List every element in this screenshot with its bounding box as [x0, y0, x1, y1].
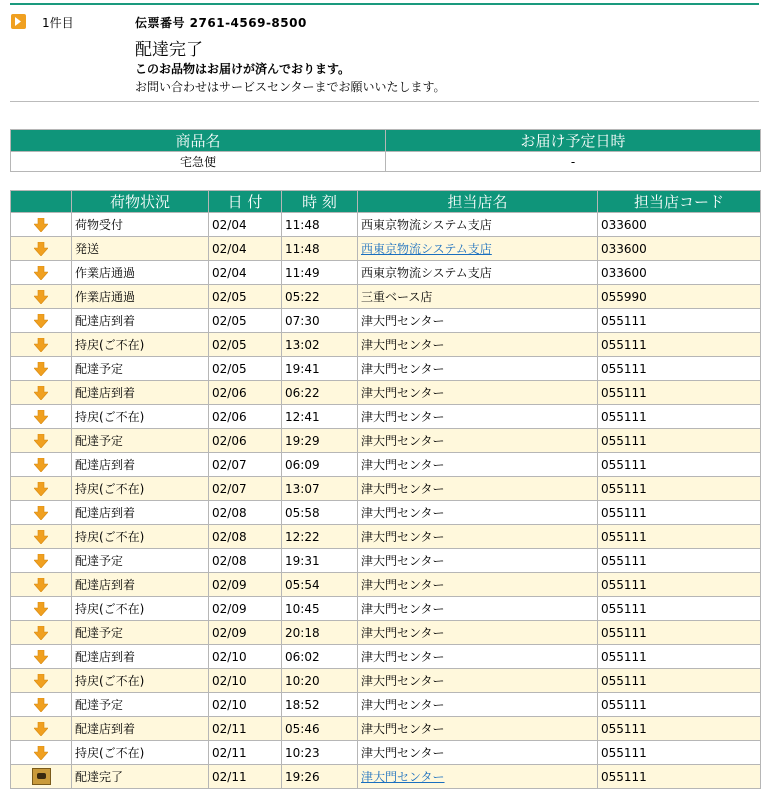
- date-cell: 02/05: [209, 357, 282, 381]
- table-row: [11, 693, 761, 717]
- status-cell: 配達予定: [72, 549, 209, 573]
- date-cell: 02/09: [209, 597, 282, 621]
- package-box-icon: [32, 769, 51, 783]
- row-icon-cell: [11, 261, 72, 285]
- date-cell: 02/04: [209, 213, 282, 237]
- down-arrow-icon: [34, 241, 48, 255]
- row-icon-cell: [11, 477, 72, 501]
- header-scheduled-delivery: お届け予定日時: [386, 130, 761, 152]
- product-table: [10, 129, 761, 172]
- date-cell: 02/11: [209, 741, 282, 765]
- table-row: [11, 429, 761, 453]
- store-code-cell: 055990: [598, 285, 761, 309]
- store-cell: 西東京物流システム支店: [358, 261, 598, 285]
- table-row: [11, 261, 761, 285]
- row-icon-cell: [11, 693, 72, 717]
- store-code-cell: 033600: [598, 237, 761, 261]
- time-cell: 11:48: [282, 213, 358, 237]
- time-cell: 12:41: [282, 405, 358, 429]
- down-arrow-icon: [34, 721, 48, 735]
- store-cell: 津大門センター: [358, 309, 598, 333]
- status-cell: 荷物受付: [72, 213, 209, 237]
- row-icon-cell: [11, 237, 72, 261]
- time-cell: 10:20: [282, 669, 358, 693]
- store-code-cell: 055111: [598, 741, 761, 765]
- time-cell: 10:45: [282, 597, 358, 621]
- status-cell: 配達店到着: [72, 573, 209, 597]
- status-cell: 持戻(ご不在): [72, 333, 209, 357]
- store-cell: 津大門センター: [358, 381, 598, 405]
- date-cell: 02/05: [209, 333, 282, 357]
- store-cell: 津大門センター: [358, 573, 598, 597]
- store-code-cell: 055111: [598, 645, 761, 669]
- status-cell: 配達予定: [72, 621, 209, 645]
- time-cell: 19:41: [282, 357, 358, 381]
- date-cell: 02/07: [209, 453, 282, 477]
- down-arrow-icon: [34, 457, 48, 471]
- status-cell: 配達店到着: [72, 501, 209, 525]
- row-icon-cell: [11, 357, 72, 381]
- date-cell: 02/08: [209, 549, 282, 573]
- header-store-name: 担当店名: [358, 191, 598, 213]
- table-row: [11, 525, 761, 549]
- result-count: 1件目: [42, 16, 74, 30]
- store-code-cell: 055111: [598, 333, 761, 357]
- store-cell: 西東京物流システム支店: [358, 213, 598, 237]
- store-cell: 三重ベース店: [358, 285, 598, 309]
- row-icon-cell: [11, 717, 72, 741]
- row-icon-cell: [11, 765, 72, 789]
- date-cell: 02/05: [209, 285, 282, 309]
- down-arrow-icon: [34, 697, 48, 711]
- header-store-code: 担当店コード: [598, 191, 761, 213]
- table-row: [11, 285, 761, 309]
- down-arrow-icon: [34, 649, 48, 663]
- down-arrow-icon: [34, 409, 48, 423]
- date-cell: 02/05: [209, 309, 282, 333]
- status-cell: 配達店到着: [72, 453, 209, 477]
- store-code-cell: 055111: [598, 597, 761, 621]
- row-icon-cell: [11, 669, 72, 693]
- date-cell: 02/09: [209, 573, 282, 597]
- store-link[interactable]: 津大門センター: [361, 770, 445, 784]
- table-row: [11, 453, 761, 477]
- store-code-cell: 055111: [598, 309, 761, 333]
- store-code-cell: 055111: [598, 717, 761, 741]
- status-cell: 配達店到着: [72, 309, 209, 333]
- store-cell: 津大門センター: [358, 429, 598, 453]
- date-cell: 02/07: [209, 477, 282, 501]
- row-icon-cell: [11, 285, 72, 309]
- time-cell: 05:58: [282, 501, 358, 525]
- store-link[interactable]: 西東京物流システム支店: [361, 242, 492, 256]
- time-cell: 13:07: [282, 477, 358, 501]
- store-code-cell: 055111: [598, 405, 761, 429]
- date-cell: 02/08: [209, 525, 282, 549]
- date-cell: 02/06: [209, 381, 282, 405]
- scheduled-delivery: -: [386, 152, 761, 172]
- store-cell: 津大門センター: [358, 645, 598, 669]
- table-row: [11, 765, 761, 789]
- header-icon: [11, 191, 72, 213]
- store-code-cell: 055111: [598, 501, 761, 525]
- contact-message: お問い合わせはサービスセンターまでお願いいたします。: [135, 80, 446, 94]
- status-cell: 配達店到着: [72, 381, 209, 405]
- status-cell: 持戻(ご不在): [72, 477, 209, 501]
- store-cell: [358, 765, 598, 789]
- down-arrow-icon: [34, 289, 48, 303]
- store-cell: 津大門センター: [358, 333, 598, 357]
- down-arrow-icon: [34, 361, 48, 375]
- row-icon-cell: [11, 405, 72, 429]
- table-row: [11, 645, 761, 669]
- store-cell: 津大門センター: [358, 525, 598, 549]
- time-cell: 19:31: [282, 549, 358, 573]
- store-cell: [358, 237, 598, 261]
- header-product-name: 商品名: [11, 130, 386, 152]
- table-row: [11, 213, 761, 237]
- down-arrow-icon: [34, 601, 48, 615]
- product-row: [11, 152, 761, 172]
- time-cell: 06:22: [282, 381, 358, 405]
- store-cell: 津大門センター: [358, 477, 598, 501]
- down-arrow-icon: [34, 625, 48, 639]
- product-header-row: [11, 130, 761, 152]
- product-name: 宅急便: [11, 152, 386, 172]
- row-icon-cell: [11, 429, 72, 453]
- status-cell: 作業店通過: [72, 261, 209, 285]
- status-cell: 持戻(ご不在): [72, 525, 209, 549]
- table-row: [11, 357, 761, 381]
- store-code-cell: 055111: [598, 621, 761, 645]
- table-row: [11, 477, 761, 501]
- table-row: [11, 309, 761, 333]
- time-cell: 11:48: [282, 237, 358, 261]
- row-icon-cell: [11, 381, 72, 405]
- store-cell: 津大門センター: [358, 357, 598, 381]
- store-cell: 津大門センター: [358, 405, 598, 429]
- down-arrow-icon: [34, 529, 48, 543]
- row-icon-cell: [11, 549, 72, 573]
- store-code-cell: 055111: [598, 477, 761, 501]
- time-cell: 07:30: [282, 309, 358, 333]
- down-arrow-icon: [34, 313, 48, 327]
- row-icon-cell: [11, 501, 72, 525]
- down-arrow-icon: [34, 673, 48, 687]
- row-icon-cell: [11, 597, 72, 621]
- store-code-cell: 055111: [598, 429, 761, 453]
- store-code-cell: 055111: [598, 357, 761, 381]
- date-cell: 02/10: [209, 645, 282, 669]
- table-row: [11, 573, 761, 597]
- down-arrow-icon: [34, 745, 48, 759]
- down-arrow-icon: [34, 385, 48, 399]
- table-row: [11, 381, 761, 405]
- date-cell: 02/04: [209, 261, 282, 285]
- date-cell: 02/10: [209, 693, 282, 717]
- table-row: [11, 669, 761, 693]
- date-cell: 02/08: [209, 501, 282, 525]
- table-row: [11, 549, 761, 573]
- table-row: [11, 741, 761, 765]
- header-status: 荷物状況: [72, 191, 209, 213]
- status-cell: 配達予定: [72, 357, 209, 381]
- down-arrow-icon: [34, 553, 48, 567]
- time-cell: 19:26: [282, 765, 358, 789]
- time-cell: 05:54: [282, 573, 358, 597]
- time-cell: 18:52: [282, 693, 358, 717]
- table-row: [11, 717, 761, 741]
- time-cell: 20:18: [282, 621, 358, 645]
- delivery-status-title: 配達完了: [135, 40, 203, 60]
- slip-number: 伝票番号 2761-4569-8500: [135, 16, 307, 30]
- time-cell: 10:23: [282, 741, 358, 765]
- status-cell: 持戻(ご不在): [72, 741, 209, 765]
- store-code-cell: 033600: [598, 261, 761, 285]
- down-arrow-icon: [34, 505, 48, 519]
- down-arrow-icon: [34, 337, 48, 351]
- down-arrow-icon: [34, 481, 48, 495]
- down-arrow-icon: [34, 433, 48, 447]
- separator: [10, 101, 759, 102]
- status-cell: 持戻(ご不在): [72, 597, 209, 621]
- date-cell: 02/04: [209, 237, 282, 261]
- time-cell: 11:49: [282, 261, 358, 285]
- row-icon-cell: [11, 573, 72, 597]
- store-cell: 津大門センター: [358, 621, 598, 645]
- time-cell: 06:09: [282, 453, 358, 477]
- right-arrow-icon: [11, 14, 26, 29]
- store-code-cell: 055111: [598, 693, 761, 717]
- table-row: [11, 621, 761, 645]
- status-cell: 配達予定: [72, 429, 209, 453]
- store-code-cell: 055111: [598, 669, 761, 693]
- delivered-message: このお品物はお届けが済んでおります。: [135, 62, 351, 76]
- status-cell: 持戻(ご不在): [72, 405, 209, 429]
- tracking-table: [10, 190, 761, 789]
- store-code-cell: 055111: [598, 549, 761, 573]
- tracking-header-row: [11, 191, 761, 213]
- table-row: [11, 597, 761, 621]
- row-icon-cell: [11, 309, 72, 333]
- down-arrow-icon: [34, 217, 48, 231]
- top-rule: [10, 3, 759, 5]
- header-time: 時 刻: [282, 191, 358, 213]
- row-icon-cell: [11, 741, 72, 765]
- row-icon-cell: [11, 621, 72, 645]
- down-arrow-icon: [34, 577, 48, 591]
- date-cell: 02/06: [209, 405, 282, 429]
- store-cell: 津大門センター: [358, 453, 598, 477]
- time-cell: 05:22: [282, 285, 358, 309]
- date-cell: 02/11: [209, 717, 282, 741]
- down-arrow-icon: [34, 265, 48, 279]
- row-icon-cell: [11, 525, 72, 549]
- store-cell: 津大門センター: [358, 669, 598, 693]
- time-cell: 12:22: [282, 525, 358, 549]
- status-cell: 配達店到着: [72, 717, 209, 741]
- row-icon-cell: [11, 333, 72, 357]
- store-code-cell: 055111: [598, 381, 761, 405]
- time-cell: 19:29: [282, 429, 358, 453]
- store-cell: 津大門センター: [358, 693, 598, 717]
- status-cell: 持戻(ご不在): [72, 669, 209, 693]
- store-cell: 津大門センター: [358, 597, 598, 621]
- table-row: [11, 405, 761, 429]
- status-cell: 作業店通過: [72, 285, 209, 309]
- row-icon-cell: [11, 213, 72, 237]
- time-cell: 13:02: [282, 333, 358, 357]
- date-cell: 02/09: [209, 621, 282, 645]
- store-code-cell: 055111: [598, 525, 761, 549]
- store-cell: 津大門センター: [358, 741, 598, 765]
- row-icon-cell: [11, 453, 72, 477]
- table-row: [11, 333, 761, 357]
- store-code-cell: 033600: [598, 213, 761, 237]
- status-cell: 発送: [72, 237, 209, 261]
- header-date: 日 付: [209, 191, 282, 213]
- status-cell: 配達完了: [72, 765, 209, 789]
- store-code-cell: 055111: [598, 765, 761, 789]
- store-cell: 津大門センター: [358, 717, 598, 741]
- store-code-cell: 055111: [598, 573, 761, 597]
- status-cell: 配達店到着: [72, 645, 209, 669]
- status-cell: 配達予定: [72, 693, 209, 717]
- table-row: [11, 501, 761, 525]
- date-cell: 02/10: [209, 669, 282, 693]
- store-cell: 津大門センター: [358, 549, 598, 573]
- time-cell: 05:46: [282, 717, 358, 741]
- table-row: [11, 237, 761, 261]
- row-icon-cell: [11, 645, 72, 669]
- time-cell: 06:02: [282, 645, 358, 669]
- store-code-cell: 055111: [598, 453, 761, 477]
- date-cell: 02/11: [209, 765, 282, 789]
- store-cell: 津大門センター: [358, 501, 598, 525]
- date-cell: 02/06: [209, 429, 282, 453]
